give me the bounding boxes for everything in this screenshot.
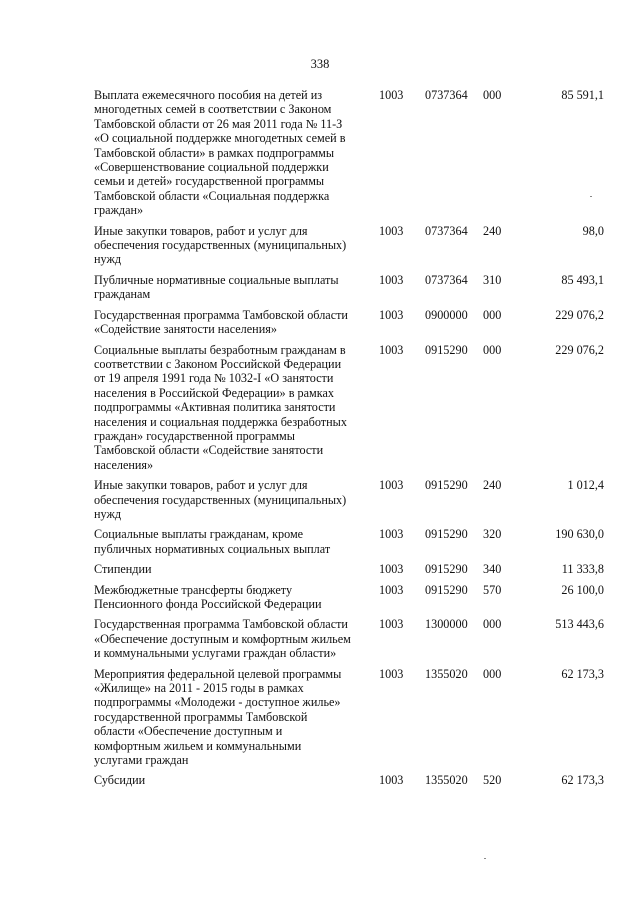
row-section-code: 1003 xyxy=(379,272,404,287)
budget-table xyxy=(94,88,604,794)
table-row xyxy=(94,478,604,521)
row-target-article-code: 0737364 xyxy=(425,88,468,102)
row-target-article-code: 1300000 xyxy=(425,617,468,632)
row-target-article-code: 0737364 xyxy=(425,223,468,238)
row-target-article-code: 0915290 xyxy=(425,478,468,493)
table-row xyxy=(94,343,604,473)
row-amount: 62 173,3 xyxy=(561,773,604,788)
row-target-article-code: 0737364 xyxy=(425,272,468,287)
scan-speck xyxy=(590,196,592,197)
row-amount: 85 591,1 xyxy=(561,88,604,102)
row-expense-type-code: 240 xyxy=(483,223,502,238)
row-name: Межбюджетные трансферты бюджету Пенсионного фонда Российской Федерации xyxy=(94,582,322,611)
row-amount: 513 443,6 xyxy=(555,617,604,632)
row-name: Выплата ежемесячного пособия на детей из многодетных семей в соответствии с Законом Тамбовской области от 26 мая 2011 года № 11-З «О социальной поддержке многодетных семей в Тамбовской области» в рамках подпрограммы «Совершенствование социальной поддержки семьи и детей» государственной программы Тамбовской области «Социальная поддержка граждан» xyxy=(94,88,346,218)
row-section-code: 1003 xyxy=(379,307,404,322)
row-expense-type-code: 310 xyxy=(483,272,502,287)
row-name: Стипендии xyxy=(94,562,152,577)
table-row xyxy=(94,773,604,787)
table-row xyxy=(94,583,604,612)
row-expense-type-code: 000 xyxy=(483,88,502,102)
row-amount: 26 100,0 xyxy=(561,582,604,597)
row-amount: 229 076,2 xyxy=(555,342,604,357)
row-section-code: 1003 xyxy=(379,582,404,597)
row-amount: 85 493,1 xyxy=(561,272,604,287)
row-expense-type-code: 000 xyxy=(483,342,502,357)
table-row xyxy=(94,88,604,218)
row-name: Социальные выплаты безработным гражданам в соответствии с Законом Российской Федерации от 19 апреля 1991 года № 1032-I «О занятости населения в Российской Федерации» в рамках подпрограммы «Активная политика занятости населения и социальная поддержка безработных граждан» государственной программы Тамбовской области «Содействие занятости населения» xyxy=(94,342,347,472)
row-expense-type-code: 520 xyxy=(483,773,502,788)
row-section-code: 1003 xyxy=(379,527,404,542)
row-section-code: 1003 xyxy=(379,342,404,357)
row-expense-type-code: 570 xyxy=(483,582,502,597)
row-expense-type-code: 000 xyxy=(483,307,502,322)
row-expense-type-code: 000 xyxy=(483,617,502,632)
row-amount: 11 333,8 xyxy=(561,562,604,577)
row-section-code: 1003 xyxy=(379,617,404,632)
table-row xyxy=(94,308,604,337)
scan-speck xyxy=(484,858,486,859)
table-row xyxy=(94,617,604,660)
row-target-article-code: 0915290 xyxy=(425,342,468,357)
row-section-code: 1003 xyxy=(379,773,404,788)
row-section-code: 1003 xyxy=(379,223,404,238)
row-expense-type-code: 240 xyxy=(483,478,502,493)
row-target-article-code: 1355020 xyxy=(425,773,468,788)
row-section-code: 1003 xyxy=(379,478,404,493)
row-target-article-code: 1355020 xyxy=(425,666,468,681)
table-row xyxy=(94,224,604,267)
row-name: Субсидии xyxy=(94,773,146,788)
row-amount: 98,0 xyxy=(582,223,604,238)
page-number: 338 xyxy=(310,57,330,71)
row-name: Иные закупки товаров, работ и услуг для обеспечения государственных (муниципальных) нужд xyxy=(94,478,347,521)
row-expense-type-code: 000 xyxy=(483,666,502,681)
row-name: Мероприятия федеральной целевой программы «Жилище» на 2011 - 2015 годы в рамках подпрограммы «Молодежи - доступное жилье» государственной программы Тамбовской области «Обеспечение доступным и комфортным жильем и коммунальными услугами граждан xyxy=(94,666,342,768)
table-row xyxy=(94,273,604,302)
row-name: Государственная программа Тамбовской области «Обеспечение доступным и комфортным жильем и коммунальными услугами граждан области» xyxy=(94,617,351,661)
row-expense-type-code: 320 xyxy=(483,527,502,542)
row-amount: 1 012,4 xyxy=(567,478,604,493)
row-target-article-code: 0915290 xyxy=(425,527,468,542)
row-expense-type-code: 340 xyxy=(483,562,502,577)
row-name: Иные закупки товаров, работ и услуг для обеспечения государственных (муниципальных) нужд xyxy=(94,223,347,267)
table-row xyxy=(94,562,604,576)
row-section-code: 1003 xyxy=(379,666,404,681)
row-amount: 229 076,2 xyxy=(555,307,604,322)
row-amount: 190 630,0 xyxy=(555,527,604,542)
row-name: Публичные нормативные социальные выплаты гражданам xyxy=(94,272,339,302)
row-section-code: 1003 xyxy=(379,562,404,577)
row-target-article-code: 0915290 xyxy=(425,582,468,597)
row-name: Государственная программа Тамбовской области «Содействие занятости населения» xyxy=(94,307,348,337)
table-row xyxy=(94,667,604,768)
row-target-article-code: 0915290 xyxy=(425,562,468,577)
row-amount: 62 173,3 xyxy=(561,666,604,681)
row-section-code: 1003 xyxy=(379,88,404,102)
row-name: Социальные выплаты гражданам, кроме публичных нормативных социальных выплат xyxy=(94,527,331,556)
table-row xyxy=(94,527,604,556)
row-target-article-code: 0900000 xyxy=(425,307,468,322)
